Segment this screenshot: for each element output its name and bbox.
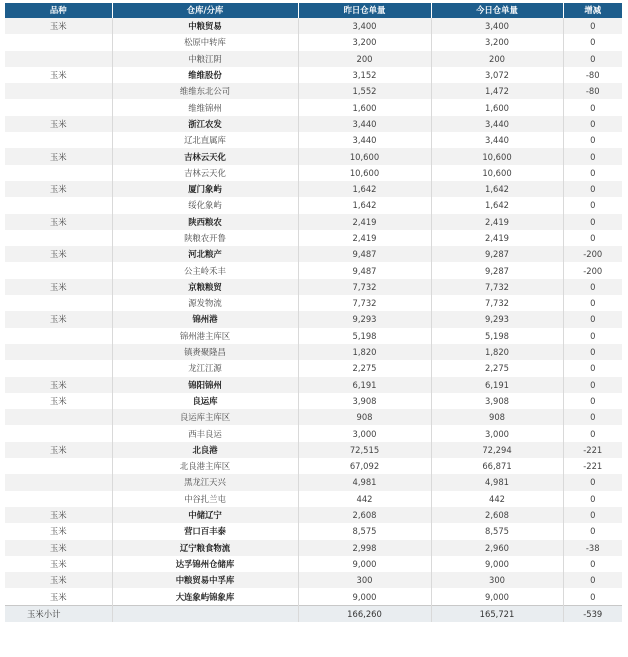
warehouse-cell: 公主岭禾丰 [112,262,298,278]
variety-cell: 玉米 [5,181,112,197]
warehouse-cell: 黑龙江天兴 [112,474,298,490]
change-cell: 0 [563,116,622,132]
table-row [5,34,622,50]
change-cell: 0 [563,148,622,164]
table-row [5,18,622,34]
today-cell: 1,600 [431,99,563,115]
change-cell: 0 [563,360,622,376]
subtotal-warehouse-cell [112,605,298,622]
yesterday-cell: 1,642 [298,197,431,213]
variety-cell [5,458,112,474]
warehouse-cell: 达孚锦州仓储库 [112,556,298,572]
table-row [5,491,622,507]
variety-cell: 玉米 [5,588,112,605]
variety-cell [5,51,112,67]
table-row [5,507,622,523]
yesterday-cell: 5,198 [298,328,431,344]
yesterday-cell: 9,487 [298,246,431,262]
warehouse-cell: 锦阳锦州 [112,377,298,393]
variety-cell [5,99,112,115]
warehouse-cell: 锦州港主库区 [112,328,298,344]
today-cell: 3,400 [431,18,563,34]
yesterday-cell: 2,275 [298,360,431,376]
yesterday-cell: 7,732 [298,295,431,311]
today-cell: 442 [431,491,563,507]
warehouse-cell: 中粮江阴 [112,51,298,67]
today-cell: 3,440 [431,116,563,132]
change-cell: 0 [563,588,622,605]
today-cell: 8,575 [431,523,563,539]
change-cell: 0 [563,328,622,344]
table-header [5,3,622,18]
header-change: 增减 [563,3,622,18]
yesterday-cell: 9,000 [298,556,431,572]
today-cell: 908 [431,409,563,425]
warehouse-cell: 河北粮产 [112,246,298,262]
variety-cell [5,34,112,50]
warehouse-cell: 良运库主库区 [112,409,298,425]
variety-cell: 玉米 [5,523,112,539]
variety-cell: 玉米 [5,148,112,164]
table-row [5,148,622,164]
change-cell: 0 [563,99,622,115]
yesterday-cell: 10,600 [298,165,431,181]
change-cell: 0 [563,425,622,441]
warehouse-cell: 大连象屿锦象库 [112,588,298,605]
change-cell: 0 [563,181,622,197]
variety-cell: 玉米 [5,67,112,83]
yesterday-cell: 1,642 [298,181,431,197]
change-cell: 0 [563,295,622,311]
variety-cell: 玉米 [5,507,112,523]
variety-cell: 玉米 [5,116,112,132]
header-today: 今日仓单量 [431,3,563,18]
variety-cell: 玉米 [5,393,112,409]
variety-cell [5,409,112,425]
variety-cell: 玉米 [5,311,112,327]
today-cell: 10,600 [431,165,563,181]
warehouse-cell: 中粮贸易中孚库 [112,572,298,588]
yesterday-cell: 3,152 [298,67,431,83]
today-cell: 2,419 [431,230,563,246]
table-row [5,588,622,605]
warehouse-cell: 良运库 [112,393,298,409]
change-cell: -221 [563,442,622,458]
today-cell: 2,960 [431,540,563,556]
today-cell: 66,871 [431,458,563,474]
warehouse-receipt-table-container [5,3,622,622]
table-row [5,556,622,572]
change-cell: 0 [563,214,622,230]
yesterday-cell: 72,515 [298,442,431,458]
yesterday-cell: 2,419 [298,230,431,246]
change-cell: 0 [563,165,622,181]
table-row [5,393,622,409]
yesterday-cell: 3,440 [298,116,431,132]
change-cell: 0 [563,34,622,50]
variety-cell [5,295,112,311]
variety-cell: 玉米 [5,377,112,393]
table-row [5,377,622,393]
change-cell: 0 [563,230,622,246]
warehouse-cell: 吉林云天化 [112,148,298,164]
warehouse-cell: 陕粮农开鲁 [112,230,298,246]
yesterday-cell: 4,981 [298,474,431,490]
change-cell: 0 [563,393,622,409]
table-row [5,262,622,278]
today-cell: 72,294 [431,442,563,458]
table-row [5,279,622,295]
today-cell: 7,732 [431,295,563,311]
variety-cell [5,165,112,181]
variety-cell [5,197,112,213]
yesterday-cell: 3,000 [298,425,431,441]
change-cell: 0 [563,279,622,295]
subtotal-today-cell: 165,721 [431,605,563,622]
warehouse-cell: 维维东北公司 [112,83,298,99]
yesterday-cell: 300 [298,572,431,588]
warehouse-cell: 京粮粮贸 [112,279,298,295]
warehouse-cell: 绥化象屿 [112,197,298,213]
variety-cell [5,425,112,441]
warehouse-cell: 北良港主库区 [112,458,298,474]
variety-cell [5,328,112,344]
variety-cell [5,491,112,507]
table-row [5,132,622,148]
table-row [5,246,622,262]
today-cell: 9,287 [431,262,563,278]
yesterday-cell: 9,487 [298,262,431,278]
today-cell: 1,472 [431,83,563,99]
yesterday-cell: 3,200 [298,34,431,50]
change-cell: -38 [563,540,622,556]
yesterday-cell: 6,191 [298,377,431,393]
warehouse-cell: 维维股份 [112,67,298,83]
yesterday-cell: 200 [298,51,431,67]
change-cell: 0 [563,572,622,588]
today-cell: 9,293 [431,311,563,327]
table-row [5,311,622,327]
yesterday-cell: 7,732 [298,279,431,295]
change-cell: -200 [563,262,622,278]
change-cell: 0 [563,507,622,523]
warehouse-cell: 厦门象屿 [112,181,298,197]
table-row [5,409,622,425]
warehouse-cell: 锦州港 [112,311,298,327]
change-cell: 0 [563,197,622,213]
table-row [5,67,622,83]
today-cell: 1,820 [431,344,563,360]
table-row [5,51,622,67]
table-row [5,572,622,588]
variety-cell [5,344,112,360]
table-row [5,540,622,556]
yesterday-cell: 3,400 [298,18,431,34]
warehouse-cell: 松原中转库 [112,34,298,50]
change-cell: 0 [563,377,622,393]
table-row [5,458,622,474]
change-cell: -221 [563,458,622,474]
change-cell: 0 [563,409,622,425]
header-variety: 品种 [5,3,112,18]
yesterday-cell: 1,820 [298,344,431,360]
change-cell: 0 [563,344,622,360]
warehouse-cell: 西丰良运 [112,425,298,441]
today-cell: 3,000 [431,425,563,441]
subtotal-variety-cell: 玉米小计 [5,605,112,622]
table-row [5,523,622,539]
today-cell: 3,200 [431,34,563,50]
variety-cell [5,474,112,490]
change-cell: 0 [563,18,622,34]
today-cell: 2,608 [431,507,563,523]
today-cell: 3,908 [431,393,563,409]
today-cell: 4,981 [431,474,563,490]
change-cell: 0 [563,311,622,327]
today-cell: 9,000 [431,588,563,605]
table-row [5,442,622,458]
yesterday-cell: 67,092 [298,458,431,474]
yesterday-cell: 1,600 [298,99,431,115]
table-row [5,99,622,115]
today-cell: 1,642 [431,197,563,213]
variety-cell [5,83,112,99]
today-cell: 7,732 [431,279,563,295]
today-cell: 3,072 [431,67,563,83]
warehouse-cell: 中谷扎兰屯 [112,491,298,507]
table-row [5,295,622,311]
today-cell: 9,000 [431,556,563,572]
variety-cell: 玉米 [5,540,112,556]
warehouse-cell: 龙江江源 [112,360,298,376]
variety-cell [5,360,112,376]
table-row [5,181,622,197]
yesterday-cell: 2,998 [298,540,431,556]
warehouse-cell: 中储辽宁 [112,507,298,523]
table-row [5,165,622,181]
variety-cell: 玉米 [5,556,112,572]
today-cell: 10,600 [431,148,563,164]
today-cell: 6,191 [431,377,563,393]
table-row [5,344,622,360]
variety-cell: 玉米 [5,18,112,34]
table-row [5,360,622,376]
yesterday-cell: 3,440 [298,132,431,148]
warehouse-cell: 镇赉聚隆昌 [112,344,298,360]
today-cell: 9,287 [431,246,563,262]
today-cell: 2,275 [431,360,563,376]
warehouse-cell: 营口百丰泰 [112,523,298,539]
yesterday-cell: 9,000 [298,588,431,605]
today-cell: 3,440 [431,132,563,148]
warehouse-cell: 辽宁粮食物流 [112,540,298,556]
change-cell: 0 [563,523,622,539]
yesterday-cell: 3,908 [298,393,431,409]
warehouse-cell: 辽北直属库 [112,132,298,148]
change-cell: 0 [563,556,622,572]
yesterday-cell: 10,600 [298,148,431,164]
yesterday-cell: 2,608 [298,507,431,523]
change-cell: -80 [563,83,622,99]
warehouse-cell: 维维锦州 [112,99,298,115]
warehouse-cell: 吉林云天化 [112,165,298,181]
subtotal-row [5,605,622,622]
table-row [5,214,622,230]
header-warehouse: 仓库/分库 [112,3,298,18]
table-row [5,116,622,132]
variety-cell: 玉米 [5,279,112,295]
table-row [5,83,622,99]
yesterday-cell: 908 [298,409,431,425]
change-cell: -200 [563,246,622,262]
variety-cell [5,132,112,148]
warehouse-cell: 北良港 [112,442,298,458]
subtotal-change-cell: -539 [563,605,622,622]
today-cell: 1,642 [431,181,563,197]
yesterday-cell: 9,293 [298,311,431,327]
variety-cell: 玉米 [5,442,112,458]
variety-cell: 玉米 [5,246,112,262]
header-yesterday: 昨日仓单量 [298,3,431,18]
change-cell: -80 [563,67,622,83]
warehouse-cell: 浙江农发 [112,116,298,132]
variety-cell [5,262,112,278]
warehouse-cell: 中粮贸易 [112,18,298,34]
change-cell: 0 [563,132,622,148]
today-cell: 5,198 [431,328,563,344]
variety-cell: 玉米 [5,572,112,588]
warehouse-cell: 陕西粮农 [112,214,298,230]
table-row [5,474,622,490]
today-cell: 2,419 [431,214,563,230]
change-cell: 0 [563,491,622,507]
table-row [5,425,622,441]
change-cell: 0 [563,51,622,67]
warehouse-receipt-table [5,3,622,622]
today-cell: 200 [431,51,563,67]
yesterday-cell: 442 [298,491,431,507]
table-row [5,197,622,213]
table-body [5,18,622,622]
variety-cell [5,230,112,246]
warehouse-cell: 源发物流 [112,295,298,311]
table-row [5,328,622,344]
table-row [5,230,622,246]
variety-cell: 玉米 [5,214,112,230]
change-cell: 0 [563,474,622,490]
yesterday-cell: 8,575 [298,523,431,539]
yesterday-cell: 1,552 [298,83,431,99]
yesterday-cell: 2,419 [298,214,431,230]
today-cell: 300 [431,572,563,588]
subtotal-yesterday-cell: 166,260 [298,605,431,622]
